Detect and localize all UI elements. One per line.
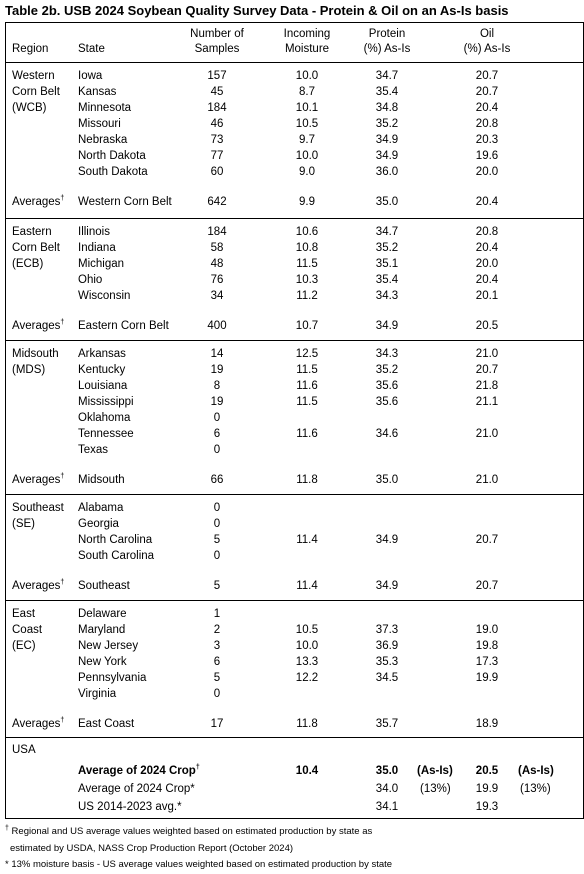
state-name: Oklahoma xyxy=(78,412,131,424)
region-label: (SE) xyxy=(12,518,35,530)
oil-cell: 17.3 xyxy=(475,656,499,668)
samples-cell: 0 xyxy=(213,518,221,530)
oil-cell: 20.7 xyxy=(475,534,499,546)
protein-cell: 34.6 xyxy=(375,428,399,440)
footnote-dagger-mark: † xyxy=(5,824,9,832)
region-label: Corn Belt xyxy=(12,86,60,98)
region-label: Southeast xyxy=(12,502,64,514)
average-oil: 18.9 xyxy=(475,718,499,730)
protein-cell: 34.9 xyxy=(375,150,399,162)
protein-cell: 34.3 xyxy=(375,290,399,302)
samples-cell: 0 xyxy=(213,688,221,700)
state-name: Nebraska xyxy=(78,134,128,146)
header-state: State xyxy=(78,43,105,55)
moisture-cell: 8.7 xyxy=(299,86,315,98)
average-protein: 35.0 xyxy=(375,196,399,208)
protein-cell: 34.9 xyxy=(375,534,399,546)
average-moisture: 11.4 xyxy=(296,580,318,592)
samples-cell: 184 xyxy=(207,102,227,114)
usa-crop13-protein: 34.0 xyxy=(375,783,399,795)
protein-cell: 35.4 xyxy=(375,274,399,286)
state-name: Ohio xyxy=(78,274,103,286)
region-label: (WCB) xyxy=(12,102,47,114)
averages-label xyxy=(12,195,64,209)
state-name: South Dakota xyxy=(78,166,148,178)
region-label: (MDS) xyxy=(12,364,46,376)
usa-crop-oil: 20.5 xyxy=(475,765,499,777)
averages-label xyxy=(12,579,64,593)
usa-crop13-protein-basis: (13%) xyxy=(420,783,451,795)
section-rule-se xyxy=(5,494,584,495)
protein-cell: 35.1 xyxy=(375,258,399,270)
average-oil: 20.5 xyxy=(475,320,499,332)
oil-cell: 19.8 xyxy=(475,640,499,652)
average-moisture: 9.9 xyxy=(299,196,315,208)
averages-label-text: Averages xyxy=(12,580,61,592)
averages-label-text: Averages xyxy=(12,474,61,486)
header-rule xyxy=(5,62,584,63)
state-name: Maryland xyxy=(78,624,126,636)
region-label: (EC) xyxy=(12,640,36,652)
footnote-star: * 13% moisture basis - US average values weighted based on estimated production by state xyxy=(5,859,393,870)
samples-cell: 46 xyxy=(210,118,224,130)
header-moisture-line1: Incoming xyxy=(283,28,331,40)
moisture-cell: 11.6 xyxy=(296,428,318,440)
protein-cell: 35.6 xyxy=(375,396,399,408)
oil-cell: 20.1 xyxy=(475,290,499,302)
samples-cell: 48 xyxy=(210,258,224,270)
samples-cell: 0 xyxy=(213,444,221,456)
averages-label xyxy=(12,319,64,333)
section-rule-ec xyxy=(5,600,584,601)
usa-crop-protein: 35.0 xyxy=(375,765,399,777)
region-label: Eastern xyxy=(12,226,52,238)
moisture-cell: 11.6 xyxy=(296,380,318,392)
samples-cell: 14 xyxy=(210,348,224,360)
samples-cell: 8 xyxy=(213,380,221,392)
samples-cell: 77 xyxy=(210,150,224,162)
footnote-dagger-text: Regional and US average values weighted based on estimated production by state as xyxy=(11,826,373,837)
averages-label-text: Averages xyxy=(12,320,61,332)
footnote-dagger-line1 xyxy=(5,826,372,837)
table-title: Table 2b. USB 2024 Soybean Quality Survey Data - Protein & Oil on an As-Is basis xyxy=(5,3,509,18)
dagger-mark: † xyxy=(60,717,65,725)
moisture-cell: 13.3 xyxy=(295,656,319,668)
oil-cell: 20.3 xyxy=(475,134,499,146)
state-name: New York xyxy=(78,656,127,668)
moisture-cell: 10.6 xyxy=(295,226,319,238)
average-region-name: East Coast xyxy=(78,718,135,730)
samples-cell: 76 xyxy=(210,274,224,286)
moisture-cell: 11.5 xyxy=(296,396,318,408)
region-label: East xyxy=(12,608,36,620)
average-region-name: Midsouth xyxy=(78,474,125,486)
samples-cell: 19 xyxy=(210,396,224,408)
moisture-cell: 11.5 xyxy=(296,258,318,270)
average-protein: 34.9 xyxy=(375,580,399,592)
usa-crop-label xyxy=(78,764,200,778)
samples-cell: 60 xyxy=(210,166,224,178)
moisture-cell: 10.5 xyxy=(295,118,319,130)
oil-cell: 20.8 xyxy=(475,226,499,238)
usa-crop13-oil-basis: (13%) xyxy=(520,783,551,795)
state-name: Michigan xyxy=(78,258,125,270)
state-name: Missouri xyxy=(78,118,121,130)
oil-cell: 20.4 xyxy=(475,242,499,254)
usa-crop-protein-basis: (As-Is) xyxy=(417,765,453,777)
region-label: (ECB) xyxy=(12,258,44,270)
state-name: Pennsylvania xyxy=(78,672,147,684)
state-name: Tennessee xyxy=(78,428,134,440)
samples-cell: 73 xyxy=(210,134,224,146)
oil-cell: 21.1 xyxy=(475,396,499,408)
average-oil: 20.4 xyxy=(475,196,499,208)
oil-cell: 19.9 xyxy=(475,672,499,684)
average-samples: 66 xyxy=(210,474,224,486)
average-samples: 5 xyxy=(213,580,221,592)
dagger-mark: † xyxy=(60,195,65,203)
averages-label-text: Averages xyxy=(12,718,61,730)
moisture-cell: 11.5 xyxy=(296,364,318,376)
region-label: Coast xyxy=(12,624,43,636)
samples-cell: 34 xyxy=(210,290,224,302)
region-label: Corn Belt xyxy=(12,242,60,254)
section-rule-mds xyxy=(5,340,584,341)
samples-cell: 5 xyxy=(213,672,221,684)
state-name: Indiana xyxy=(78,242,116,254)
average-samples: 400 xyxy=(207,320,227,332)
state-name: Iowa xyxy=(78,70,103,82)
samples-cell: 19 xyxy=(210,364,224,376)
oil-cell: 20.0 xyxy=(475,166,499,178)
section-rule-ecb xyxy=(5,218,584,219)
oil-cell: 20.4 xyxy=(475,274,499,286)
protein-cell: 35.4 xyxy=(375,86,399,98)
state-name: Delaware xyxy=(78,608,127,620)
state-name: Wisconsin xyxy=(78,290,131,302)
state-name: Mississippi xyxy=(78,396,134,408)
averages-label-text: Averages xyxy=(12,196,61,208)
moisture-cell: 10.0 xyxy=(295,150,319,162)
protein-cell: 35.2 xyxy=(375,242,399,254)
header-oil-line2: (%) As-Is xyxy=(463,43,511,55)
samples-cell: 157 xyxy=(207,70,227,82)
protein-cell: 35.2 xyxy=(375,364,399,376)
average-protein: 35.0 xyxy=(375,474,399,486)
moisture-cell: 10.8 xyxy=(295,242,319,254)
samples-cell: 0 xyxy=(213,412,221,424)
protein-cell: 36.9 xyxy=(375,640,399,652)
usa-hist-label: US 2014-2023 avg.* xyxy=(78,801,182,813)
oil-cell: 20.7 xyxy=(475,86,499,98)
moisture-cell: 10.0 xyxy=(295,640,319,652)
samples-cell: 0 xyxy=(213,550,221,562)
bottom-rule xyxy=(5,818,584,819)
state-name: Minnesota xyxy=(78,102,132,114)
usa-crop-moisture: 10.4 xyxy=(295,765,319,777)
state-name: Louisiana xyxy=(78,380,128,392)
state-name: Alabama xyxy=(78,502,124,514)
usa-crop-label-text: Average of 2024 Crop xyxy=(78,765,196,777)
samples-cell: 45 xyxy=(210,86,224,98)
average-region-name: Eastern Corn Belt xyxy=(78,320,169,332)
oil-cell: 20.4 xyxy=(475,102,499,114)
state-name: Kentucky xyxy=(78,364,126,376)
average-samples: 642 xyxy=(207,196,227,208)
oil-cell: 20.7 xyxy=(475,364,499,376)
protein-cell: 37.3 xyxy=(375,624,399,636)
header-protein-line1: Protein xyxy=(368,28,406,40)
moisture-cell: 10.3 xyxy=(295,274,319,286)
header-moisture-line2: Moisture xyxy=(284,43,330,55)
header-samples-line2: Samples xyxy=(194,43,240,55)
oil-cell: 21.0 xyxy=(475,428,499,440)
oil-cell: 20.0 xyxy=(475,258,499,270)
usa-hist-protein: 34.1 xyxy=(375,801,399,813)
oil-cell: 21.0 xyxy=(475,348,499,360)
protein-cell: 36.0 xyxy=(375,166,399,178)
dagger-mark: † xyxy=(60,579,65,587)
state-name: Texas xyxy=(78,444,109,456)
section-rule-usa xyxy=(5,737,584,738)
average-samples: 17 xyxy=(210,718,224,730)
footnote-dagger-line2: estimated by USDA, NASS Crop Production Report (October 2024) xyxy=(10,843,294,854)
samples-cell: 184 xyxy=(207,226,227,238)
moisture-cell: 10.0 xyxy=(295,70,319,82)
left-border xyxy=(5,23,6,818)
moisture-cell: 10.5 xyxy=(295,624,319,636)
average-region-name: Western Corn Belt xyxy=(78,196,172,208)
averages-label xyxy=(12,717,64,731)
usa-crop-oil-basis: (As-Is) xyxy=(518,765,554,777)
protein-cell: 35.2 xyxy=(375,118,399,130)
protein-cell: 34.8 xyxy=(375,102,399,114)
samples-cell: 58 xyxy=(210,242,224,254)
samples-cell: 5 xyxy=(213,534,221,546)
average-protein: 35.7 xyxy=(375,718,399,730)
protein-cell: 35.3 xyxy=(375,656,399,668)
usa-label: USA xyxy=(12,744,36,756)
region-label: Midsouth xyxy=(12,348,59,360)
header-protein-line2: (%) As-Is xyxy=(363,43,411,55)
moisture-cell: 10.1 xyxy=(295,102,319,114)
top-rule xyxy=(5,22,584,23)
header-region: Region xyxy=(12,43,49,55)
state-name: Kansas xyxy=(78,86,117,98)
samples-cell: 2 xyxy=(213,624,221,636)
protein-cell: 34.7 xyxy=(375,226,399,238)
moisture-cell: 11.4 xyxy=(296,534,318,546)
oil-cell: 19.0 xyxy=(475,624,499,636)
samples-cell: 6 xyxy=(213,428,221,440)
moisture-cell: 9.0 xyxy=(299,166,315,178)
dagger-mark: † xyxy=(60,319,65,327)
average-oil: 20.7 xyxy=(475,580,499,592)
oil-cell: 21.8 xyxy=(475,380,499,392)
state-name: North Dakota xyxy=(78,150,146,162)
header-oil-line1: Oil xyxy=(479,28,495,40)
usa-crop13-label: Average of 2024 Crop* xyxy=(78,783,195,795)
dagger-mark: † xyxy=(60,473,65,481)
protein-cell: 34.5 xyxy=(375,672,399,684)
moisture-cell: 9.7 xyxy=(299,134,315,146)
state-name: New Jersey xyxy=(78,640,139,652)
average-region-name: Southeast xyxy=(78,580,130,592)
usa-hist-oil: 19.3 xyxy=(475,801,499,813)
average-moisture: 11.8 xyxy=(296,474,318,486)
average-moisture: 10.7 xyxy=(295,320,319,332)
averages-label xyxy=(12,473,64,487)
oil-cell: 20.8 xyxy=(475,118,499,130)
samples-cell: 0 xyxy=(213,502,221,514)
average-protein: 34.9 xyxy=(375,320,399,332)
samples-cell: 1 xyxy=(213,608,221,620)
average-moisture: 11.8 xyxy=(296,718,318,730)
header-samples-line1: Number of xyxy=(190,28,244,40)
protein-cell: 34.7 xyxy=(375,70,399,82)
usa-crop13-oil: 19.9 xyxy=(475,783,499,795)
dagger-mark: † xyxy=(195,764,200,772)
protein-cell: 34.9 xyxy=(375,134,399,146)
region-label: Western xyxy=(12,70,55,82)
samples-cell: 3 xyxy=(213,640,221,652)
oil-cell: 20.7 xyxy=(475,70,499,82)
state-name: Arkansas xyxy=(78,348,126,360)
average-oil: 21.0 xyxy=(475,474,499,486)
state-name: South Carolina xyxy=(78,550,155,562)
state-name: Virginia xyxy=(78,688,117,700)
state-name: Georgia xyxy=(78,518,119,530)
oil-cell: 19.6 xyxy=(475,150,499,162)
moisture-cell: 12.5 xyxy=(295,348,319,360)
protein-cell: 35.6 xyxy=(375,380,399,392)
samples-cell: 6 xyxy=(213,656,221,668)
protein-cell: 34.3 xyxy=(375,348,399,360)
moisture-cell: 12.2 xyxy=(295,672,319,684)
moisture-cell: 11.2 xyxy=(296,290,318,302)
state-name: North Carolina xyxy=(78,534,153,546)
state-name: Illinois xyxy=(78,226,110,238)
